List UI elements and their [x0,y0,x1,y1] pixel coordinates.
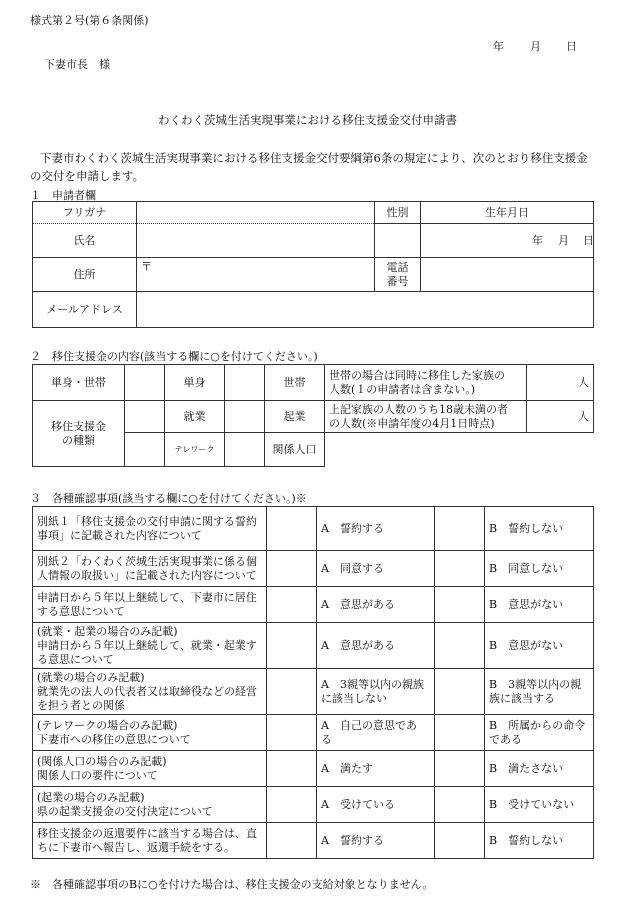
option-a-label-line: A 3親等以内の親族 [321,677,424,691]
option-a-label [317,787,435,823]
support-type-line1: 移住支援金 [51,419,106,433]
confirmation-item-line: 別紙２「わくわく茨城生活実現事業に係る個 [37,554,257,568]
option-a-label [317,669,435,715]
confirmation-item-line: する意思について [37,604,125,618]
option-b-label-line: B 3親等以内の親 [489,677,582,691]
option-b-label [485,587,594,623]
form-number: 様式第２号(第６条関係) [30,14,149,27]
confirmation-item-line: (就業の場合のみ記載) [37,670,145,684]
option-b-mark-cell[interactable] [435,507,485,551]
option-b-label-line: B 誓約しない [489,833,564,847]
confirmation-item-line: 関係人口の要件について [37,768,158,782]
option-a-mark-cell[interactable] [267,715,317,751]
address-label: 住所 [33,258,137,292]
name-label: 氏名 [33,224,137,258]
option-a-label-line: A 受けている [321,797,395,811]
support-type-line2: の種類 [62,433,95,447]
confirmation-row [33,587,594,623]
startup-mark-cell[interactable] [225,401,265,433]
household-mark-cell[interactable] [225,365,265,401]
confirmation-item [33,823,267,859]
confirmation-item-line: 就業先の法人の代表者又は取締役などの経営 [37,684,257,698]
option-a-label-line: る [321,732,332,746]
confirmation-item [33,787,267,823]
option-b-label [485,751,594,787]
confirmation-item [33,551,267,587]
confirmation-row [33,715,594,751]
option-b-label-line: である [489,732,522,746]
support-type-label [33,401,125,467]
confirmation-item [33,587,267,623]
address-field[interactable] [137,258,375,292]
option-b-mark-cell[interactable] [435,751,485,787]
confirmation-item-line: (テレワークの場合のみ記載) [37,718,178,732]
option-a-label-line: A 意思がある [321,597,395,611]
option-a-label-line: A 自己の意思であ [321,718,417,732]
minor-people-cell[interactable] [527,401,594,433]
email-field[interactable] [137,292,594,328]
option-b-label-line: B 誓約しない [489,521,564,535]
intro-line-1: 下妻市わくわく茨城生活実現事業における移住支援金交付要綱第6条の規定により、次のとおり移住支援金 [40,151,588,165]
employment-mark-cell[interactable] [125,401,165,433]
confirmation-item [33,751,267,787]
date-month-label: 月 [530,40,541,53]
confirmation-item-line: 申請日から５年以上継続して、下妻市に居住 [37,590,257,604]
option-b-label [485,507,594,551]
page-title: わくわく茨城生活実現事業における移住支援金交付申請書 [158,113,457,127]
people-unit-2: 人 [578,409,589,423]
confirmation-item-line: (関係人口の場合のみ記載) [37,754,167,768]
confirmation-item-line: る意思について [37,652,114,666]
option-a-label [317,587,435,623]
birthdate-label: 生年月日 [421,202,594,224]
option-b-label [485,623,594,669]
option-a-label [317,623,435,669]
confirmation-item-line: (起業の場合のみ記載) [37,790,145,804]
option-b-label [485,715,594,751]
option-a-label [317,551,435,587]
birthdate-field[interactable] [421,224,594,258]
option-a-label-line: A 誓約する [321,521,384,535]
confirmation-item-line: 事項」に記載された内容について [37,528,202,542]
confirmation-row [33,623,594,669]
phone-label-line2: 番号 [386,274,409,288]
option-b-label-line: B 満たさない [489,761,564,775]
employment-label: 就業 [165,401,225,433]
confirmation-item-line: ちに下妻市へ報告し、返還手続をする。 [37,840,235,854]
confirmation-item-line: 人情報の取扱い」に記載された内容について [37,568,257,582]
option-a-mark-cell[interactable] [267,507,317,551]
furigana-field[interactable] [137,202,375,224]
option-a-label-line: A 満たす [321,761,373,775]
confirmation-item-line: 別紙１「移住支援金の交付申請に関する誓約 [37,514,257,528]
confirmation-item-line: 下妻市への移住の意思について [37,732,191,746]
date-day-label: 日 [566,40,577,53]
footnote: ※ 各種確認事項のBに○を付けた場合は、移住支援金の支給対象となりません。 [30,878,434,891]
confirmation-row [33,669,594,715]
confirmation-item [33,623,267,669]
option-b-label-line: B 意思がない [489,597,564,611]
phone-label [375,258,421,292]
telework-mark-cell[interactable] [125,433,165,467]
email-label: メールアドレス [33,292,137,328]
confirmation-item-line: 申請日から５年以上継続して、就業・起業す [37,638,257,652]
option-b-label [485,669,594,715]
related-population-label: 関係人口 [265,433,325,467]
option-a-label-line: A 意思がある [321,638,395,652]
option-b-mark-cell[interactable] [435,623,485,669]
option-b-mark-cell[interactable] [435,551,485,587]
option-a-label-line: A 誓約する [321,833,384,847]
confirmation-item-line: (就業・起業の場合のみ記載) [37,624,178,638]
support-type-table [32,364,594,467]
household-note-line1: 世帯の場合は同時に移住した家族の [329,368,505,382]
confirmation-table [32,506,594,859]
section2-heading: ２ 移住支援金の内容(該当する欄に○を付けてください。) [30,350,318,363]
confirmation-row [33,787,594,823]
confirmation-item-line: 県の起業支援金の交付決定について [37,804,213,818]
option-a-label [317,507,435,551]
gender-label: 性別 [375,202,421,224]
household-note-line2: 人数(１の申請者は含まない。) [329,382,476,396]
single-household-label: 単身・世帯 [33,365,125,401]
household-note [325,365,527,401]
confirmation-item [33,715,267,751]
addressee: 下妻市長 様 [44,58,110,71]
single-label: 単身 [165,365,225,401]
intro-line-2: の交付を申請します。 [30,169,145,183]
minor-note-line1: 上記家族の人数のうち18歳未満の者 [329,402,508,416]
single-mark-cell[interactable] [125,365,165,401]
option-b-mark-cell[interactable] [435,787,485,823]
gender-field[interactable] [375,224,421,258]
household-label: 世帯 [265,365,325,401]
option-a-mark-cell[interactable] [267,669,317,715]
option-a-mark-cell[interactable] [267,751,317,787]
household-people-cell[interactable] [527,365,594,401]
people-unit-1: 人 [578,375,589,389]
option-a-label-line: に該当しない [321,691,387,705]
option-b-label [485,823,594,859]
name-field[interactable] [137,224,375,258]
option-b-label-line: B 同意しない [489,561,564,575]
option-b-label-line: 族に該当する [489,691,555,705]
section1-heading: １ 申請者欄 [30,189,96,202]
option-a-mark-cell[interactable] [267,587,317,623]
option-a-mark-cell[interactable] [267,823,317,859]
birth-year-label: 年 [532,233,543,247]
confirmation-item [33,669,267,715]
option-a-mark-cell[interactable] [267,787,317,823]
confirmation-item-line: を担う者との関係 [37,698,125,712]
date-year-label: 年 [493,40,504,53]
postal-mark: 〒 [141,260,152,273]
option-b-mark-cell[interactable] [435,587,485,623]
confirmation-row [33,507,594,551]
option-a-mark-cell[interactable] [267,551,317,587]
related-population-mark-cell[interactable] [225,433,265,467]
phone-field[interactable] [421,258,594,292]
section3-heading: ３ 各種確認事項(該当する欄に○を付けてください。)※ [30,492,307,505]
option-a-mark-cell[interactable] [267,623,317,669]
option-b-label [485,551,594,587]
option-b-label-line: B 所属からの命令 [489,718,586,732]
furigana-label: フリガナ [33,202,137,224]
option-b-label [485,787,594,823]
telework-label: テレワーク [165,433,225,467]
option-b-label-line: B 意思がない [489,638,564,652]
minor-note [325,401,527,433]
option-a-label [317,823,435,859]
option-a-label [317,751,435,787]
option-b-mark-cell[interactable] [435,715,485,751]
birth-day-label: 日 [583,233,594,247]
confirmation-row [33,823,594,859]
applicant-table [32,201,594,328]
option-b-label-line: B 受けていない [489,797,575,811]
confirmation-item [33,507,267,551]
option-b-mark-cell[interactable] [435,669,485,715]
option-a-label [317,715,435,751]
option-a-label-line: A 同意する [321,561,384,575]
minor-note-line2: の人数(※申請年度の4月1日時点) [329,416,495,430]
option-b-mark-cell[interactable] [435,823,485,859]
confirmation-row [33,751,594,787]
confirmation-row [33,551,594,587]
phone-label-line1: 電話 [386,260,409,274]
birth-month-label: 月 [558,233,569,247]
startup-label: 起業 [265,401,325,433]
confirmation-item-line: 移住支援金の返還要件に該当する場合は、直 [37,826,257,840]
